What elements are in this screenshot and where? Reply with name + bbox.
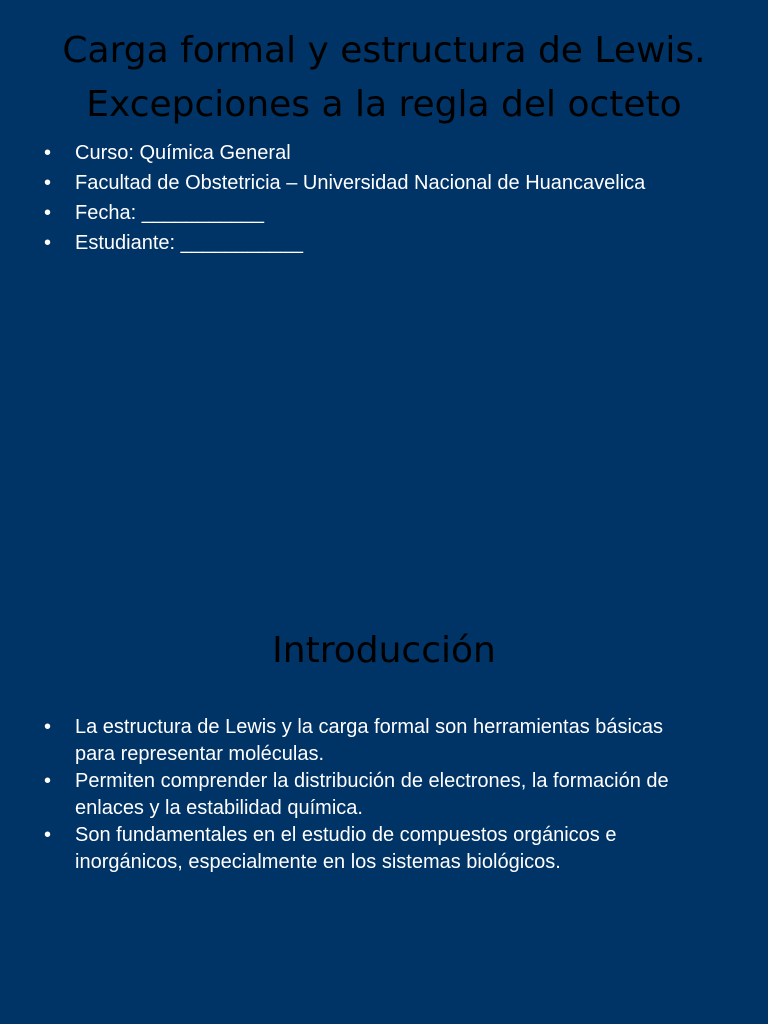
bullet-item-course <box>0 138 720 168</box>
bullet-icon: • <box>44 202 52 224</box>
bullet-text: Facultad de Obstetricia – Universidad Nacional de Huancavelica <box>75 172 646 194</box>
bullet-icon: • <box>44 824 52 846</box>
bullet-text: La estructura de Lewis y la carga formal son herramientas básicas para representar moléculas. <box>75 716 664 765</box>
bullet-icon: • <box>44 172 52 194</box>
bullet-item-electrons <box>0 768 700 822</box>
bullet-text: Estudiante: ___________ <box>75 232 303 254</box>
bullet-icon: • <box>44 232 52 254</box>
bullet-item-compounds <box>0 822 700 876</box>
bullet-text: Fecha: ___________ <box>75 202 265 224</box>
bullet-icon: • <box>44 716 52 738</box>
bullet-icon: • <box>44 142 52 164</box>
bullet-item-lewis <box>0 714 700 768</box>
slide-1-bullet-list <box>0 138 720 258</box>
slide-introduction-heading: Introducción <box>272 630 496 671</box>
bullet-item-date <box>0 198 720 228</box>
bullet-item-faculty <box>0 168 720 198</box>
bullet-icon: • <box>44 770 52 792</box>
bullet-text: Permiten comprender la distribución de electrones, la formación de enlaces y la estabilidad química. <box>75 770 669 819</box>
title-line-2: Excepciones a la regla del octeto <box>86 84 682 125</box>
slide-title-heading <box>20 24 748 132</box>
bullet-item-student <box>0 228 720 258</box>
bullet-text: Son fundamentales en el estudio de compuestos orgánicos e inorgánicos, especialmente en los sistemas biológicos. <box>75 824 617 873</box>
title-line-1: Carga formal y estructura de Lewis. <box>62 30 706 71</box>
bullet-text: Curso: Química General <box>75 142 291 164</box>
slide-2-bullet-list <box>0 714 700 876</box>
slide-introduction <box>0 512 768 1024</box>
